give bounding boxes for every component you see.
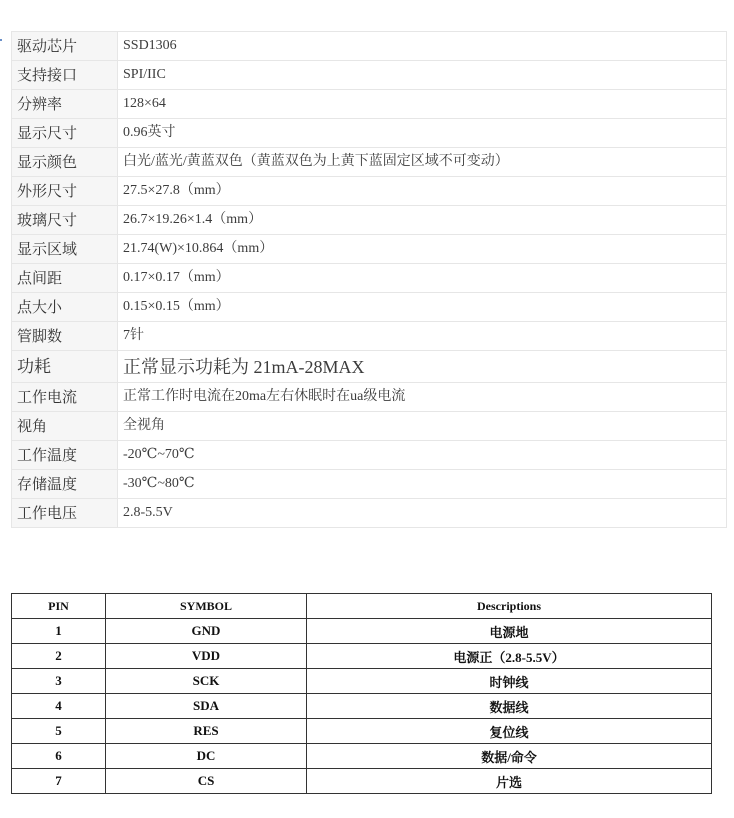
spec-value: SSD1306	[118, 32, 727, 61]
pin-symbol: SDA	[106, 694, 307, 719]
table-row	[12, 619, 712, 644]
spec-key: 工作温度	[12, 441, 118, 470]
spec-key: 驱动芯片	[12, 32, 118, 61]
spec-row	[12, 119, 727, 148]
spec-row	[12, 32, 727, 61]
spec-value: 21.74(W)×10.864（mm）	[118, 235, 727, 264]
spec-key: 工作电流	[12, 383, 118, 412]
pin-symbol: CS	[106, 769, 307, 794]
spec-key: 外形尺寸	[12, 177, 118, 206]
spec-row	[12, 90, 727, 119]
spec-row	[12, 412, 727, 441]
spec-row	[12, 148, 727, 177]
pin-description: 电源地	[307, 619, 712, 644]
spec-key: 管脚数	[12, 322, 118, 351]
table-row	[12, 694, 712, 719]
spec-value: 白光/蓝光/黄蓝双色（黄蓝双色为上黄下蓝固定区域不可变动）	[118, 148, 727, 177]
pin-number: 2	[12, 644, 106, 669]
spec-key: 玻璃尺寸	[12, 206, 118, 235]
spec-key: 点间距	[12, 264, 118, 293]
spec-value: 正常工作时电流在20ma左右休眠时在ua级电流	[118, 383, 727, 412]
bullet-marker	[0, 39, 2, 41]
spec-row	[12, 61, 727, 90]
pin-symbol: VDD	[106, 644, 307, 669]
pin-header: PIN	[12, 594, 106, 619]
table-row	[12, 644, 712, 669]
pin-table	[11, 593, 712, 794]
spec-row	[12, 383, 727, 412]
spec-key: 显示颜色	[12, 148, 118, 177]
spec-value: -30℃~80℃	[118, 470, 727, 499]
spec-value: 26.7×19.26×1.4（mm）	[118, 206, 727, 235]
spec-row	[12, 441, 727, 470]
table-row	[12, 769, 712, 794]
spec-row	[12, 322, 727, 351]
spec-value: 7针	[118, 322, 727, 351]
pin-symbol: SCK	[106, 669, 307, 694]
spec-key: 支持接口	[12, 61, 118, 90]
spec-value: 正常显示功耗为 21mA-28MAX	[118, 351, 727, 383]
pin-description: 数据线	[307, 694, 712, 719]
spec-row	[12, 177, 727, 206]
spec-value: 2.8-5.5V	[118, 499, 727, 528]
pin-number: 5	[12, 719, 106, 744]
spec-row	[12, 235, 727, 264]
table-row	[12, 719, 712, 744]
spec-value: 0.15×0.15（mm）	[118, 293, 727, 322]
pin-description: 数据/命令	[307, 744, 712, 769]
pin-description: 时钟线	[307, 669, 712, 694]
spec-key: 分辨率	[12, 90, 118, 119]
spec-row	[12, 499, 727, 528]
spec-row	[12, 206, 727, 235]
pin-number: 1	[12, 619, 106, 644]
pin-number: 3	[12, 669, 106, 694]
spec-key: 存储温度	[12, 470, 118, 499]
spec-key: 工作电压	[12, 499, 118, 528]
descriptions-header: Descriptions	[307, 594, 712, 619]
spec-row	[12, 293, 727, 322]
pin-number: 4	[12, 694, 106, 719]
pin-number: 7	[12, 769, 106, 794]
spec-key: 点大小	[12, 293, 118, 322]
pin-description: 复位线	[307, 719, 712, 744]
pin-symbol: RES	[106, 719, 307, 744]
pin-number: 6	[12, 744, 106, 769]
spec-value: 27.5×27.8（mm）	[118, 177, 727, 206]
pin-description: 电源正（2.8-5.5V）	[307, 644, 712, 669]
spec-value: -20℃~70℃	[118, 441, 727, 470]
spec-row	[12, 351, 727, 383]
spec-table	[11, 31, 727, 528]
spec-value: SPI/IIC	[118, 61, 727, 90]
pin-description: 片选	[307, 769, 712, 794]
spec-value: 128×64	[118, 90, 727, 119]
table-row	[12, 669, 712, 694]
spec-value: 全视角	[118, 412, 727, 441]
spec-key: 功耗	[12, 351, 118, 383]
pin-symbol: DC	[106, 744, 307, 769]
pin-symbol: GND	[106, 619, 307, 644]
pin-header-row	[12, 594, 712, 619]
spec-row	[12, 470, 727, 499]
spec-value: 0.17×0.17（mm）	[118, 264, 727, 293]
spec-key: 显示区域	[12, 235, 118, 264]
table-row	[12, 744, 712, 769]
spec-key: 视角	[12, 412, 118, 441]
spec-key: 显示尺寸	[12, 119, 118, 148]
symbol-header: SYMBOL	[106, 594, 307, 619]
spec-value: 0.96英寸	[118, 119, 727, 148]
spec-row	[12, 264, 727, 293]
